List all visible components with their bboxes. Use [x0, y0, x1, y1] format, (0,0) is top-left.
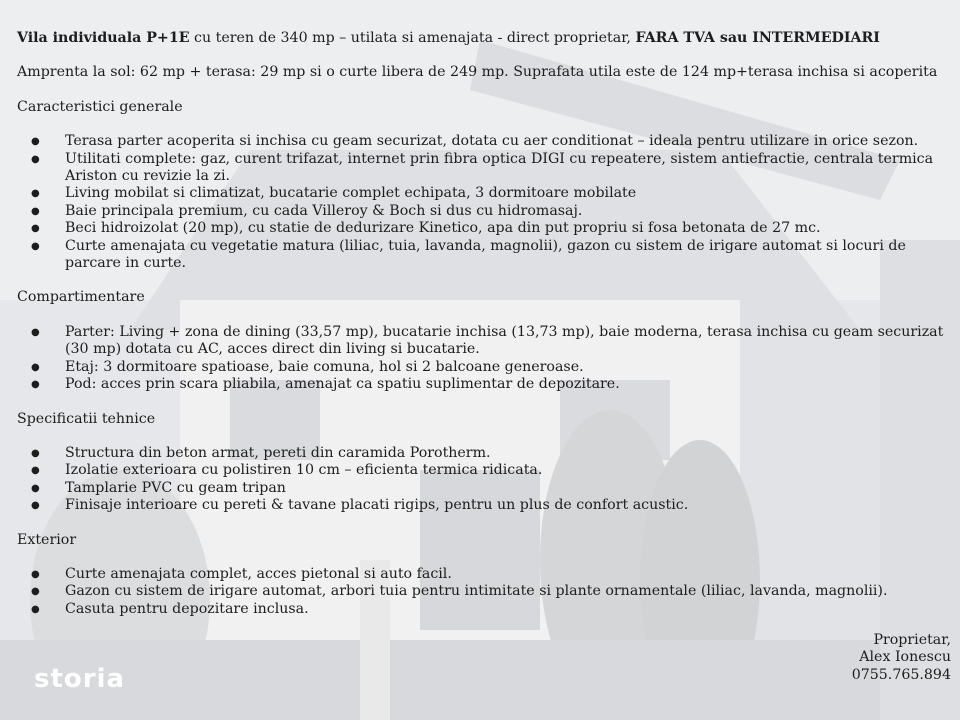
listing-description	[17, 30, 953, 635]
section-list-layout	[17, 324, 953, 394]
list-item: ● Curte amenajata cu vegetatie matura (liliac, tuia, lavanda, magnolii), gazon cu sistem de irigare automat si locuri de parcare in curte.	[17, 238, 953, 273]
list-item: ● Baie principala premium, cu cada Villeroy & Boch si dus cu hidromasaj.	[17, 203, 953, 220]
list-item: ● Beci hidroizolat (20 mp), cu statie de dedurizare Kinetico, apa din put propriu si fosa betonata de 27 mc.	[17, 220, 953, 237]
signature-name: Alex Ionescu	[859, 649, 951, 666]
list-item: ● Utilitati complete: gaz, curent trifazat, internet prin fibra optica DIGI cu repeatere, sistem antiefractie, centrala termica Ariston cu revizie la zi.	[17, 151, 953, 186]
listing-intro: Amprenta la sol: 62 mp + terasa: 29 mp si o curte libera de 249 mp. Suprafata utila este de 124 mp+terasa inchisa si acoperita	[17, 64, 938, 81]
section-list-exterior	[17, 566, 953, 618]
title-regular: cu teren de 340 mp – utilata si amenajata - direct proprietar,	[189, 30, 636, 46]
list-item: ● Izolatie exterioara cu polistiren 10 cm – eficienta termica ridicata.	[17, 462, 953, 479]
list-item: ● Gazon cu sistem de irigare automat, arbori tuia pentru intimitate si plante ornamentale (liliac, lavanda, magnolii).	[17, 583, 953, 600]
storia-logo: storia	[34, 664, 126, 694]
section-list-general	[17, 133, 953, 272]
signature-phone: 0755.765.894	[851, 666, 951, 683]
section-title-exterior: Exterior	[17, 531, 77, 548]
signature-role: Proprietar,	[873, 632, 951, 648]
list-item: ● Finisaje interioare cu pereti & tavane placati rigips, pentru un plus de confort acustic.	[17, 497, 953, 514]
list-item: ● Terasa parter acoperita si inchisa cu geam securizat, dotata cu aer conditionat – ideala pentru utilizare in orice sezon.	[17, 133, 953, 150]
list-item: ● Tamplarie PVC cu geam tripan	[17, 480, 953, 497]
section-title-layout: Compartimentare	[17, 289, 145, 306]
list-item: ● Parter: Living + zona de dining (33,57 mp), bucatarie inchisa (13,73 mp), baie moderna, terasa inchisa cu geam securizat (30 mp) dotata cu AC, acces direct din living si bucatarie.	[17, 324, 953, 359]
section-list-technical	[17, 445, 953, 515]
listing-title	[17, 30, 953, 47]
list-item: ● Etaj: 3 dormitoare spatioase, baie comuna, hol si 2 balcoane generoase.	[17, 359, 953, 376]
owner-signature	[852, 632, 951, 684]
title-bold-1: Vila individuala P+1E	[17, 30, 190, 46]
list-item: ● Living mobilat si climatizat, bucatarie complet echipata, 3 dormitoare mobilate	[17, 185, 953, 202]
section-title-general: Caracteristici generale	[17, 98, 183, 115]
section-title-technical: Specificatii tehnice	[17, 410, 156, 427]
list-item: ● Pod: acces prin scara pliabila, amenajat ca spatiu suplimentar de depozitare.	[17, 376, 953, 393]
list-item: ● Casuta pentru depozitare inclusa.	[17, 601, 953, 618]
list-item: ● Structura din beton armat, pereti din caramida Porotherm.	[17, 445, 953, 462]
title-bold-2: FARA TVA sau INTERMEDIARI	[635, 30, 880, 46]
list-item: ● Curte amenajata complet, acces pietonal si auto facil.	[17, 566, 953, 583]
